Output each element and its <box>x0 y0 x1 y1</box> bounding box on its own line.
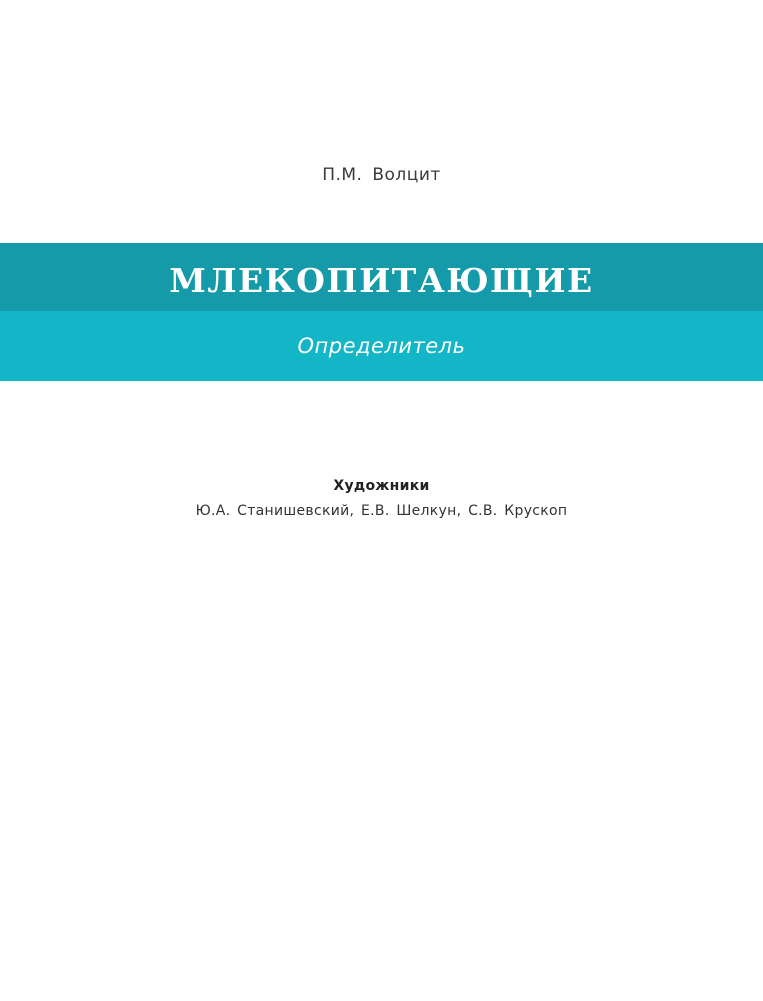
artists-heading: Художники <box>333 478 430 494</box>
book-title: МЛЕКОПИТАЮЩИЕ <box>169 261 594 300</box>
author-name: П.М. Волцит <box>322 165 441 185</box>
artists-names: Ю.А. Станишевский, Е.В. Шелкун, С.В. Крускоп <box>195 503 568 519</box>
book-subtitle: Определитель <box>297 334 466 358</box>
